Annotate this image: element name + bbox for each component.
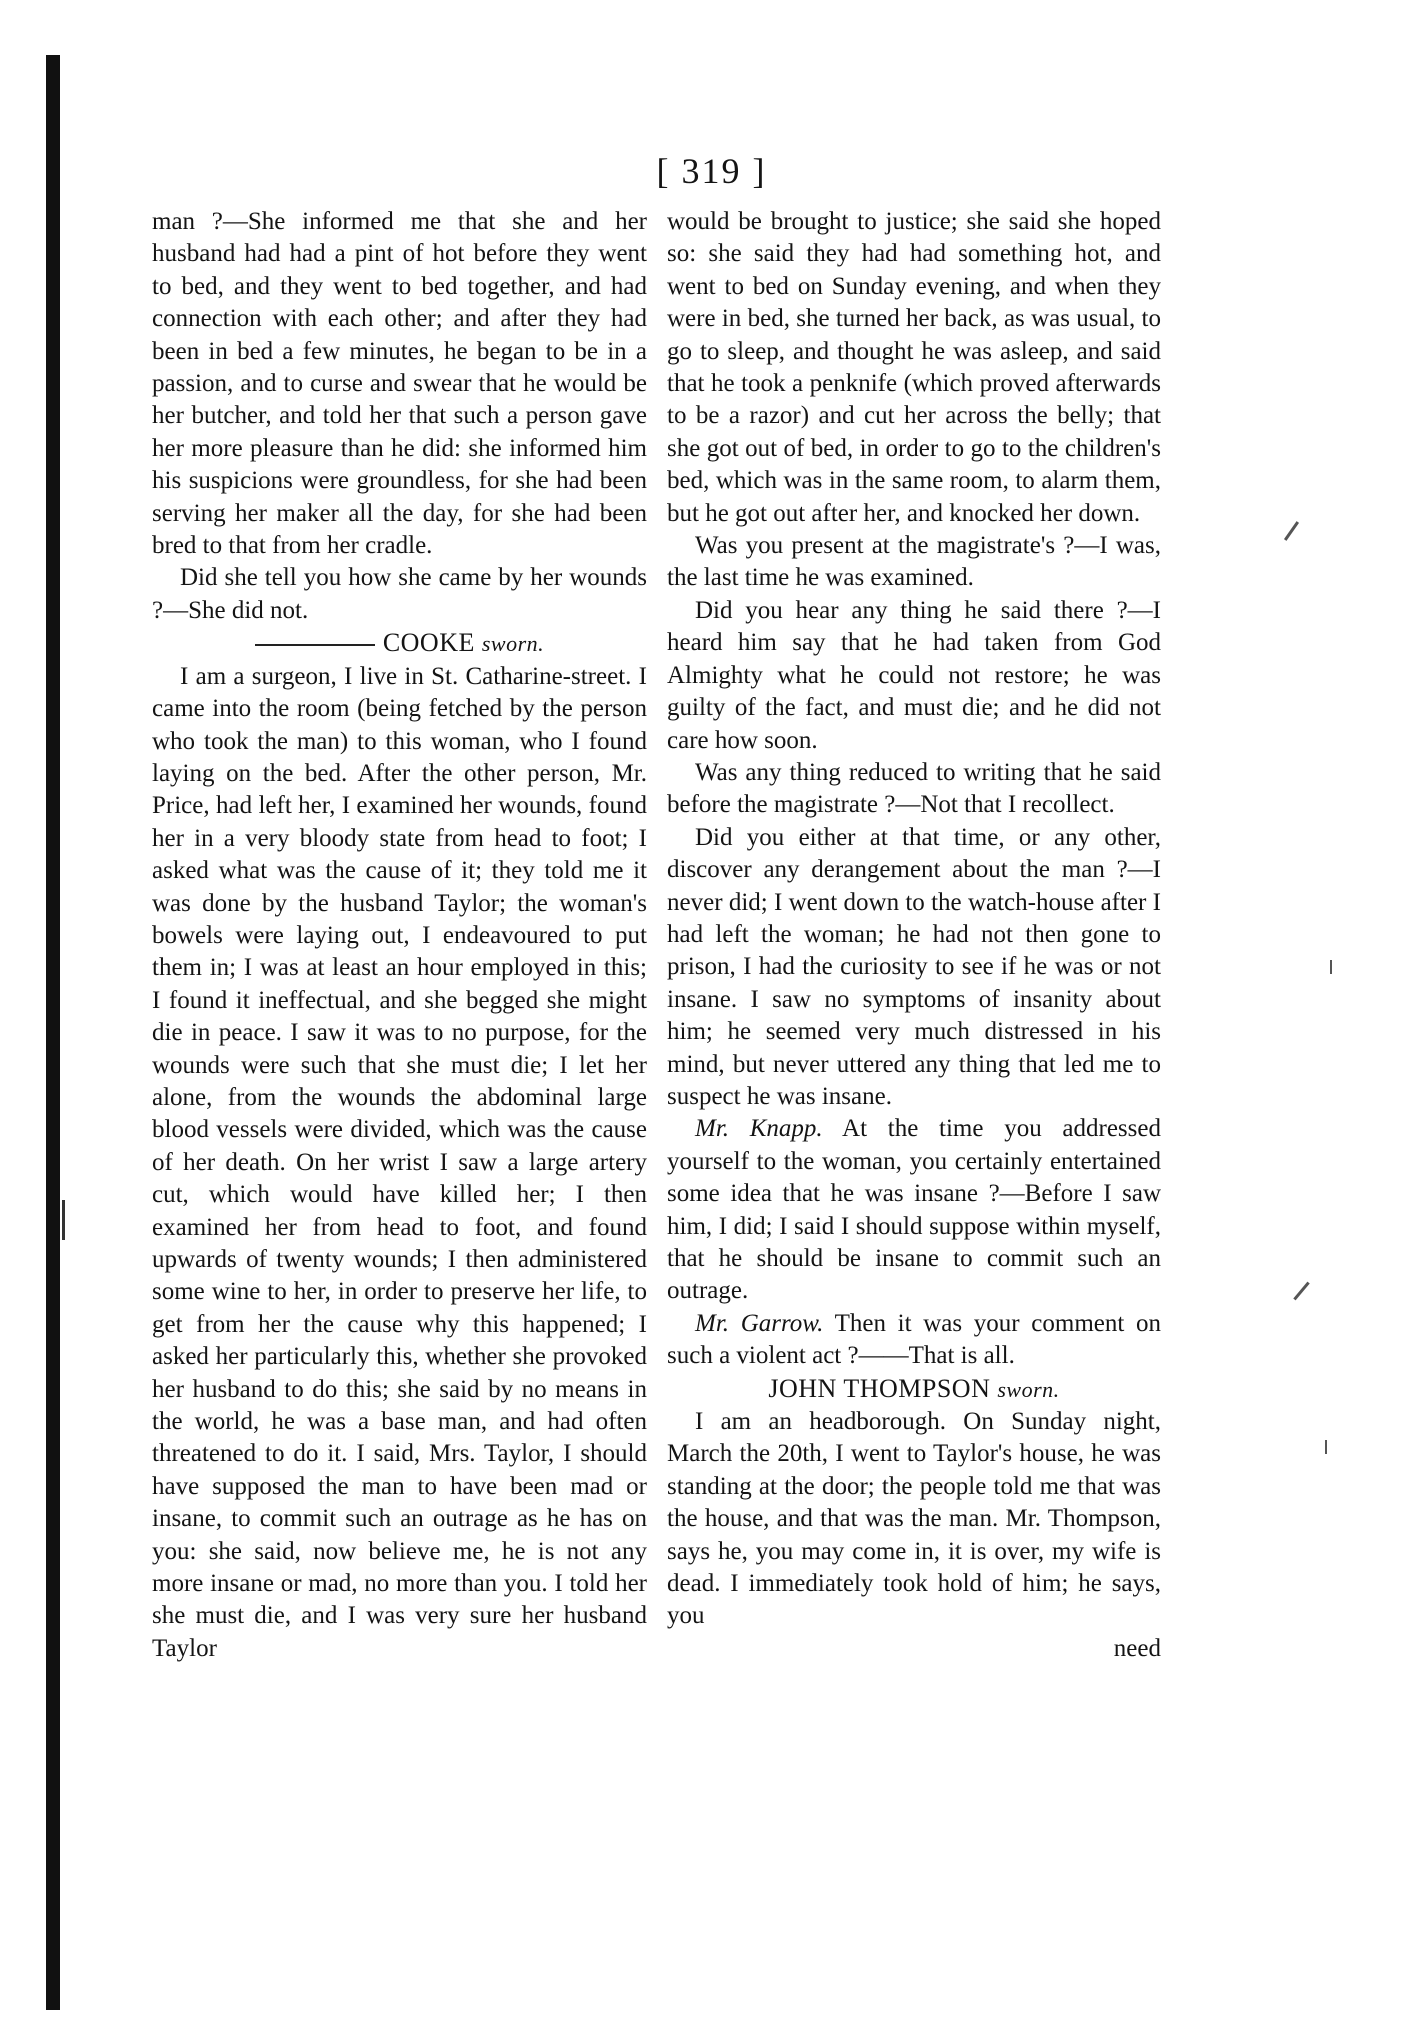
right-para-2: Was you present at the magistrate's ?—I was, the last time he was examined.	[667, 532, 1161, 592]
left-column	[152, 206, 647, 1665]
right-para-7-text: Then it was your comment on such a violent act ?——That is all.	[667, 1309, 1161, 1370]
scan-mark	[1325, 1440, 1327, 1454]
right-para-6-text: At the time you addressed yourself to the woman, you certainly entertained some idea that he was insane ?—Before I saw him, I did; I said I should suppose within myself, that he should be insane to commit such an outrage.	[667, 1115, 1161, 1305]
right-para-3: Did you hear any thing he said there ?—I heard him say that he had taken from God Almighty what he could not restore; he was guilty of the fact, and must die; and he did not care how soon.	[667, 596, 1161, 754]
witness-heading-thompson	[667, 1373, 1161, 1406]
heading-dash	[255, 644, 375, 646]
witness-name: JOHN THOMPSON	[768, 1373, 991, 1403]
scan-mark	[1330, 960, 1332, 974]
sworn-label: sworn.	[481, 631, 545, 657]
right-para-7	[667, 1308, 1161, 1373]
witness-name: COOKE	[382, 628, 475, 658]
page-number: [ 319 ]	[656, 151, 767, 191]
right-column	[667, 206, 1161, 1665]
left-para-3: I am a surgeon, I live in St. Catharine-street. I came into the room (being fetched by the person who took the man) to this woman, who I found laying on the bed. After the other person, Mr. Price, had left her, I examined her wounds, found her in a very bloody state from head to foot; I asked what was the cause of it; they told me it was done by the husband Taylor; the woman's bowels were laying out, I endeavoured to put them in; I was at least an hour employed in this; I found it ineffectual, and she begged she might die in peace. I saw it was to no purpose, for the wounds were such that she must die; I let her alone, from the wounds the abdominal large blood vessels were divided, which was the cause of her death. On her wrist I saw a large artery cut, which would have killed her; I then examined her from head to foot, and found upwards of twenty wounds; I then administered some wine to her, in order to preserve her life, to get from her the cause why this happened; I asked her particularly this, whether she provoked her husband to do this; she said by no means in the world, he was a base man, and had often threatened to do it. I said, Mrs. Taylor, I should have supposed the man to have been mad or insane, to commit such an outrage as he has on you: she said, now believe me, he is not any more insane or mad, no more than you. I told her she must die, and I was very sure her husband Taylor	[152, 662, 647, 1662]
right-para-5: Did you either at that time, or any other, discover any derangement about the man ?—I never did; I went down to the watch-house after I had left the woman; he had not then gone to prison, I had the curiosity to see if he was or not insane. I saw no symptoms of insanity about him; he seemed very much distressed in his mind, but never uttered any thing that led me to suspect he was insane.	[667, 823, 1161, 1110]
right-para-6	[667, 1113, 1161, 1307]
left-para-1: man ?—She informed me that she and her husband had had a pint of hot before they went to bed, and they went to bed together, and had connection with each other; and after they had been in bed a few minutes, he began to be in a passion, and to curse and swear that he would be her butcher, and told her that such a person gave her more pleasure than he did: she informed him his suspicions were groundless, for she had been serving her maker all the day, for she had been bred to that from her cradle.	[152, 208, 647, 560]
right-para-4: Was any thing reduced to writing that he said before the magistrate ?—Not that I recollect.	[667, 758, 1161, 819]
speaker-knapp: Mr. Knapp.	[695, 1115, 823, 1143]
left-para-2: Did she tell you how she came by her wounds ?—She did not.	[152, 564, 647, 624]
scan-mark	[1293, 1282, 1309, 1301]
right-para-1: would be brought to justice; she said she hoped so: she said they had had something hot, and went to bed on Sunday evening, and when they were in bed, she turned her back, as was usual, to go to sleep, and thought he was asleep, and said that he took a penknife (which proved afterwards to be a razor) and cut her across the belly; that she got out of bed, in order to go to the children's bed, which was in the same room, to alarm them, but he got out after her, and knocked her down.	[667, 208, 1161, 527]
catchword: need	[1113, 1634, 1161, 1662]
binding-mark	[62, 1200, 65, 1240]
witness-heading-cooke	[152, 627, 647, 660]
binding-edge	[46, 55, 60, 2010]
scan-mark	[1284, 521, 1299, 541]
sworn-label: sworn.	[997, 1376, 1060, 1402]
right-para-8: I am an headborough. On Sunday night, March the 20th, I went to Taylor's house, he was standing at the door; the people told me that was the house, and that was the man. Mr. Thompson, says he, you may come in, it is over, my wife is dead. I immediately took hold of him; he says, you	[667, 1408, 1161, 1630]
speaker-garrow: Mr. Garrow.	[695, 1309, 824, 1337]
